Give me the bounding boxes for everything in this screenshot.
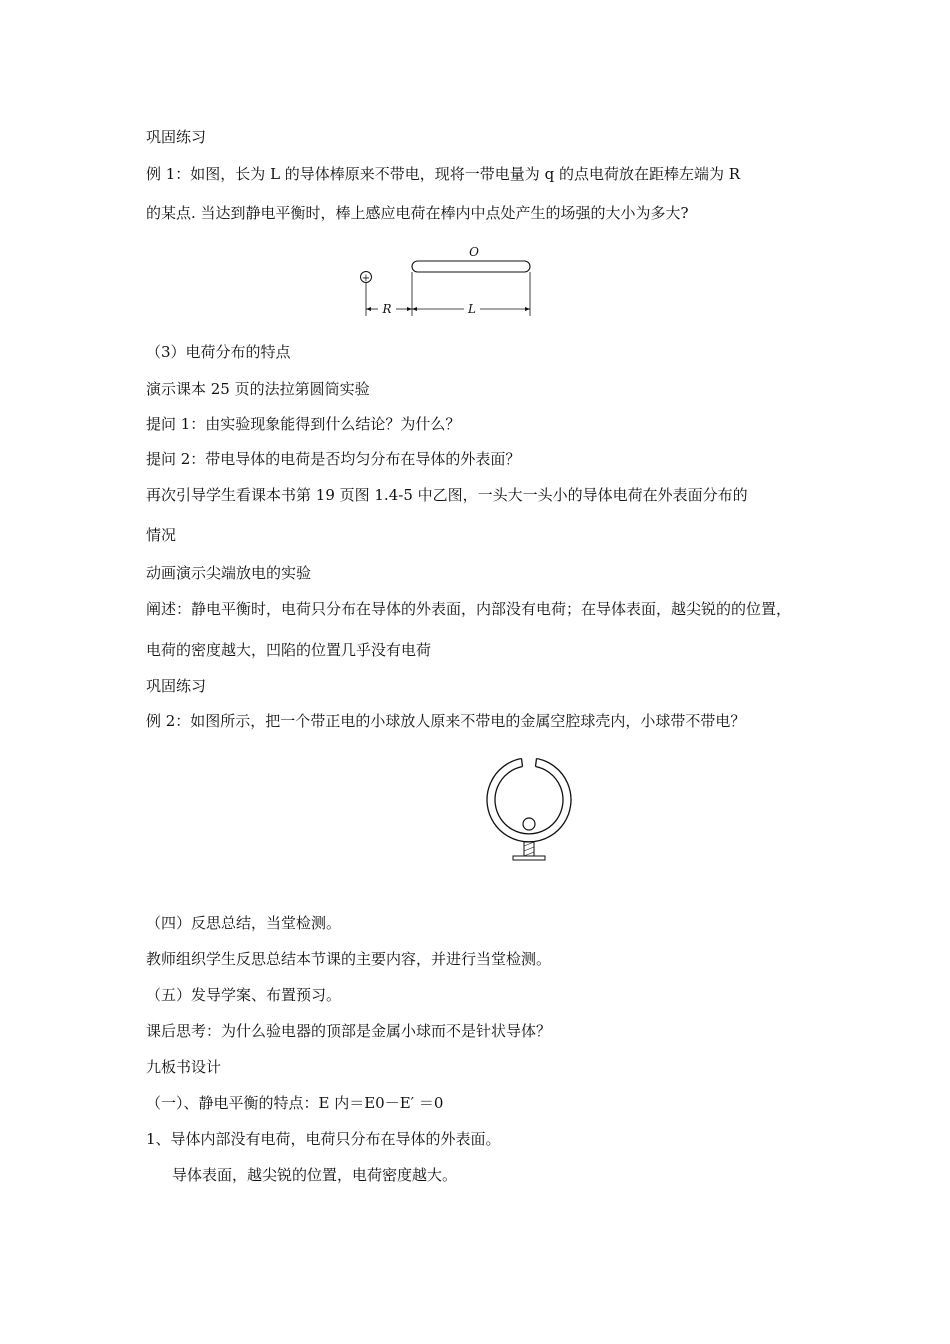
label-l: L: [468, 302, 476, 316]
point-1: 1、导体内部没有电荷，电荷只分布在导体的外表面。: [146, 1130, 501, 1148]
stand-base: [513, 856, 545, 860]
conductor-rod: [412, 261, 530, 272]
question-1: 提问 1：由实验现象能得到什么结论？为什么？: [146, 415, 461, 433]
spherical-shell-diagram: [483, 752, 575, 864]
explanation-text-cont: 电荷的密度越大，凹陷的位置几乎没有电荷: [146, 641, 432, 659]
guide-text-cont: 情况: [146, 526, 177, 544]
label-o: O: [469, 246, 479, 259]
animation-text: 动画演示尖端放电的实验: [146, 564, 312, 582]
charge-sign: +: [361, 273, 371, 284]
label-r: R: [382, 302, 392, 316]
subsection-heading: （3）电荷分布的特点: [146, 343, 291, 361]
section-heading: 巩固练习: [146, 128, 207, 146]
after-class-question: 课后思考：为什么验电器的顶部是金属小球而不是针状导体？: [146, 1022, 552, 1040]
example-1-text-cont: 的某点. 当达到静电平衡时，棒上感应电荷在棒内中点处产生的场强的大小为多大?: [146, 204, 689, 222]
board-design-heading: 九板书设计: [146, 1058, 222, 1076]
guide-text: 再次引导学生看课本书第 19 页图 1.4-5 中乙图，一头大一头小的导体电荷在外表面分布的: [146, 486, 748, 504]
subsection-5: （五）发导学案、布置预习。: [146, 986, 342, 1004]
example-1-text: 例 1：如图，长为 L 的导体棒原来不带电，现将一带电量为 q 的点电荷放在距棒左端为 R: [146, 165, 741, 183]
section-heading-2: 巩固练习: [146, 677, 207, 695]
question-2: 提问 2：带电导体的电荷是否均匀分布在导体的外表面？: [146, 450, 521, 468]
explanation-text: 阐述：静电平衡时，电荷只分布在导体的外表面，内部没有电荷；在导体表面，越尖锐的的位置，: [146, 600, 792, 618]
small-ball: [523, 818, 535, 830]
demo-text: 演示课本 25 页的法拉第圆筒实验: [146, 380, 370, 398]
example-2-text: 例 2：如图所示，把一个带正电的小球放人原来不带电的金属空腔球壳内，小球带不带电？: [146, 712, 746, 730]
subsection-4: （四）反思总结，当堂检测。: [146, 914, 342, 932]
rod-charge-diagram: [356, 246, 536, 318]
point-1-cont: 导体表面，越尖锐的位置，电荷密度越大。: [172, 1166, 458, 1184]
equilibrium-feature: （一）、静电平衡的特点：E 内＝E0－E′ ＝0: [146, 1094, 444, 1112]
teacher-text: 教师组织学生反思总结本节课的主要内容，并进行当堂检测。: [146, 950, 552, 968]
